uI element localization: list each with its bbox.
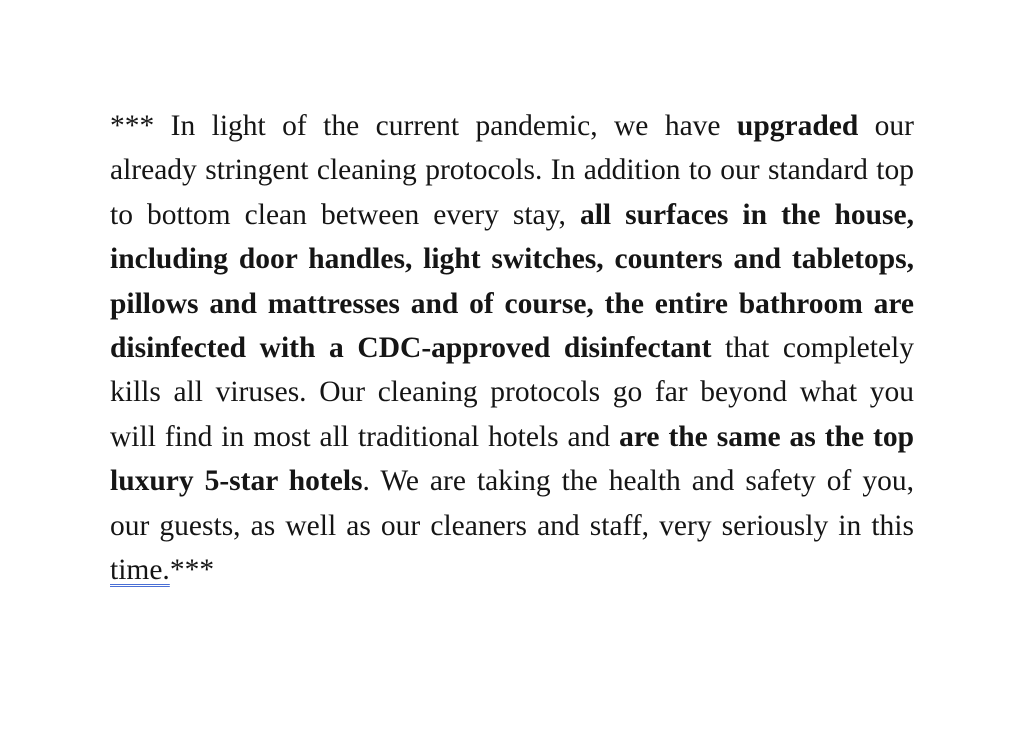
cleaning-notice-paragraph <box>110 104 914 592</box>
bold-upgraded: upgraded <box>736 110 859 142</box>
health-safety-text: . We are taking the health and safety of you, our guests, as well as our cleaners and staff, very seriously in this <box>110 465 914 542</box>
bold-surfaces-disinfected: all surfaces in the house, including door handles, light switches, counters and tabletops, pillows and mattresses and of course, the entire bathroom are disinfected with a CDC-approved disinfectant <box>110 198 915 365</box>
protocol-text: our already stringent cleaning protocols. In addition to our standard top to bottom clean between every stay, <box>110 110 914 231</box>
intro-text: *** In light of the current pandemic, we have <box>110 110 737 142</box>
closing-asterisks: *** <box>169 554 215 587</box>
spellcheck-underlined-word[interactable]: time. <box>110 554 170 587</box>
viruses-text: that completely kills all viruses. Our cleaning protocols go far beyond what you will find in most all traditional hotels and <box>110 332 914 453</box>
bold-luxury-hotels: are the same as the top luxury 5-star hotels <box>110 420 914 498</box>
